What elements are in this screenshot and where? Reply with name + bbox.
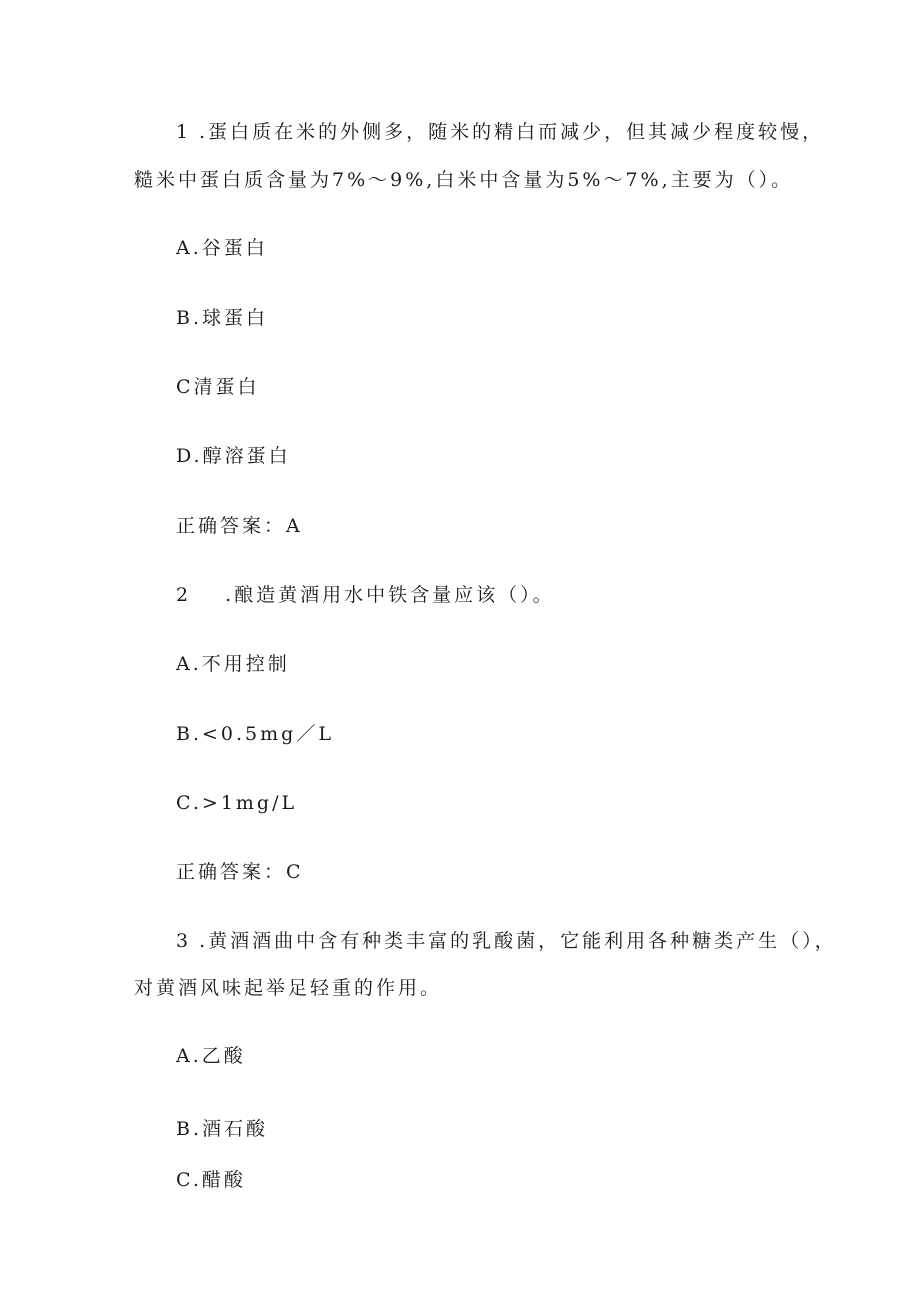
question-2-option-c: C.>1mg/L: [176, 792, 298, 814]
question-3-option-a: A.乙酸: [176, 1045, 246, 1067]
question-2-option-b: B.<0.5mg／L: [176, 723, 334, 745]
question-2-answer: 正确答案：C: [176, 861, 304, 883]
question-2-option-a: A.不用控制: [176, 653, 290, 675]
question-1-option-d: D.醇溶蛋白: [176, 445, 291, 467]
question-1-line-1: [176, 120, 824, 144]
question-3-text: .黄酒酒曲中含有种类丰富的乳酸菌，它能利用各种糖类产生（），: [199, 930, 837, 952]
question-3-line-2: 对黄酒风味起举足轻重的作用。: [134, 977, 443, 999]
question-3-number: 3: [176, 930, 192, 952]
question-1-text: .蛋白质在米的外侧多，随米的精白而减少，但其减少程度较慢，: [199, 121, 825, 143]
question-1-answer: 正确答案：A: [176, 515, 303, 537]
question-1-number: 1: [176, 121, 192, 143]
question-3-option-b: B.酒石酸: [176, 1118, 269, 1140]
question-3-line-1: [176, 929, 837, 953]
question-1-line-2: 糙米中蛋白质含量为7%～9%,白米中含量为5%～7%,主要为（）。: [134, 169, 794, 191]
question-1-option-c: C清蛋白: [176, 376, 260, 398]
question-2-text: .酿造黄酒用水中铁含量应该（）。: [225, 584, 555, 606]
question-3-option-c: C.醋酸: [176, 1169, 246, 1191]
question-1-option-b: B.球蛋白: [176, 307, 269, 329]
question-1-option-a: A.谷蛋白: [176, 237, 268, 259]
question-2-line-1: [176, 583, 555, 607]
question-2-number: 2: [176, 584, 192, 606]
